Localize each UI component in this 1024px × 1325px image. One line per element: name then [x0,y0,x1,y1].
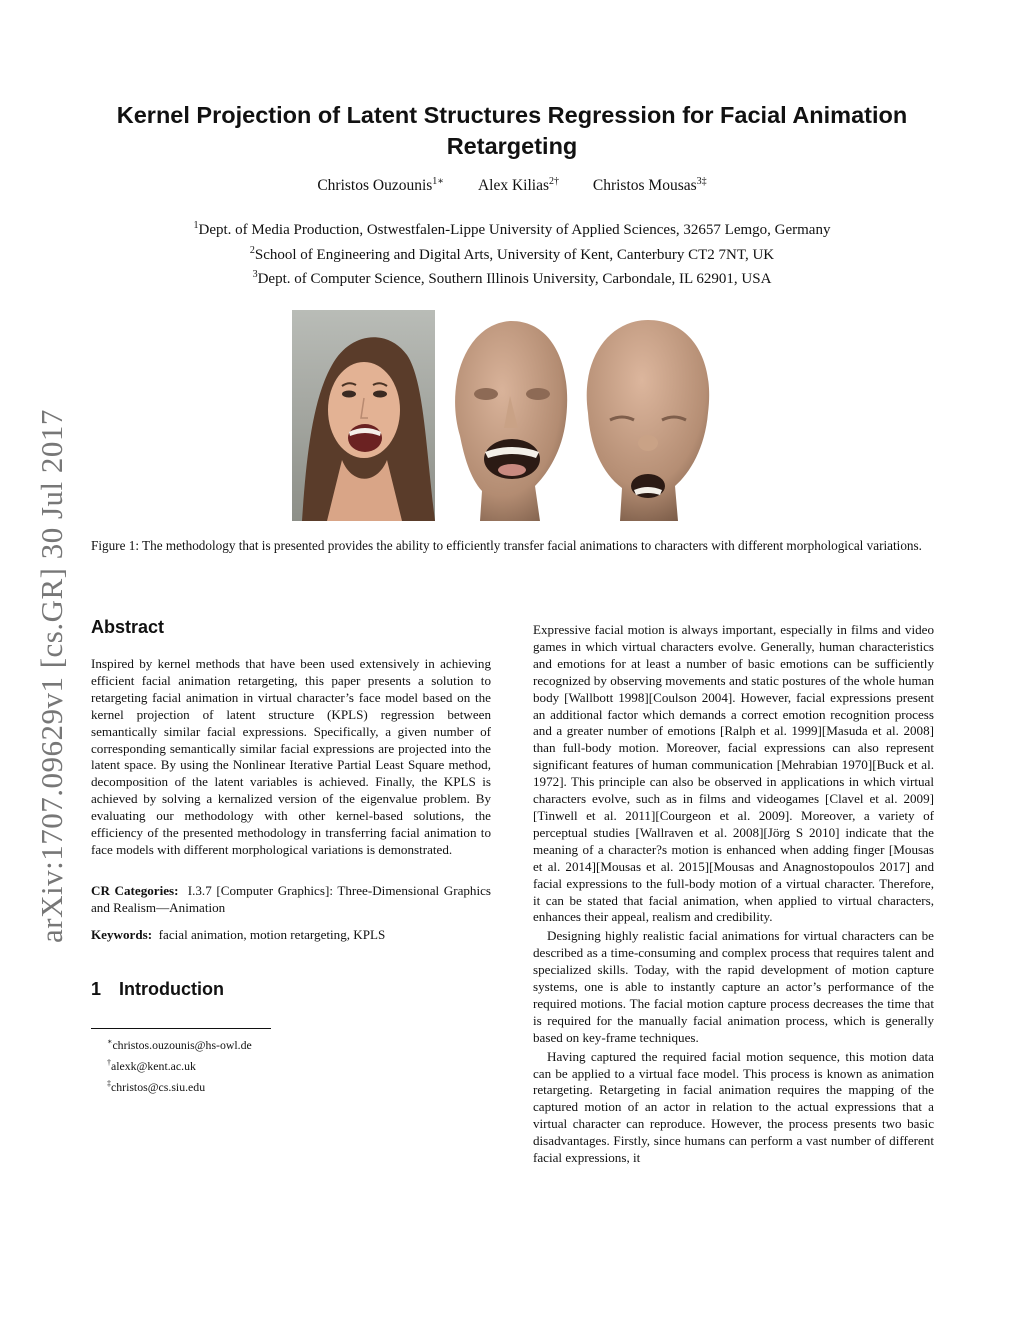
abstract-body [91,656,491,859]
arxiv-identifier: arXiv:1707.09629v1 [cs.GR] 30 Jul 2017 [34,409,69,943]
abstract-heading: Abstract [91,617,165,637]
abstract-text: Inspired by kernel methods that have been used extensively in achieving efficient facial animation retargeting, this paper presents a solution to retargeting facial animation in virtual character’s face model based on the kernel projection of latent structure (KPLS) regression between semantically similar facial expressions. Specifically, a given number of corresponding semantically similar facial expressions are projected into the latent space. By using the Nonlinear Iterative Partial Least Square method, decomposition of the latent variables is achieved. Finally, the KPLS is achieved by solving a kernalized version of the eigenvalue problem. By evaluating our methodology with other kernel-based solutions, the efficiency of the presented methodology in transferring facial animation to face models with different morphological variations is demonstrated. [91,656,491,857]
author-3: Christos Mousas$^{3\ddagger}$ [592,176,707,195]
cr-categories [91,883,491,917]
paper-title [60,100,964,162]
footnotes [107,1033,407,1096]
footnote-2: †alexk@kent.ac.uk [107,1057,196,1073]
intro-paragraph-1: Expressive facial motion is always important, especially in films and video games in which virtual characters evolve. Generally, human characteristics and emotions for at least a number of basic emotions can be sufficiently recognized by observing movements and static postures of the whole human body [Wallbott 1998][Coulson 2004]. However, facial expressions present an additional factor which demands a correct emotion recognition process and a greater number of emotions [Ralph et al. 1999][Masuda et al. 2008] than full-body motion. Moreover, facial expressions can also represent significant features of human communication [Mehrabian 1970][Buck et al. 1972]. This principle can also be observed in applications in which virtual characters evolve, such as in films and videogames [Clavel et al. 2009][Tinwell et al. 2011][Courgeon et al. 2009]. Moreover, a variety of perceptual studies [Wallraven et al. 2008][Jörg S 2010] indicate that the meaning of a character?s motion is enhanced when adding finger [Mousas et al. 2014][Mousas et al. 2015][Mousas and Anagnostopoulos 2017] and facial expressions to the full-body motion of a virtual character. Therefore, it can be stated that facial animation, when applied to virtual characters, enhances their appeal, realism and credibility. [533,622,934,925]
section-heading-introduction [91,979,224,1000]
head-model-1-illustration [440,316,575,521]
affiliation-3: $^3$Dept. of Computer Science, Southern Illinois University, Carbondale, IL 62901, USA [252,269,772,287]
intro-paragraph-3: Having captured the required facial motion sequence, this motion data can be applied to a virtual face model. This process is known as animation retargeting. Retargeting in facial animation requires the mapping of the captured motion of an actor in relation to the actual expressions that a virtual character can reproduce. However, the process presents two basic disadvantages. Firstly, since humans can perform a vast number of different facial expressions, it [533,1048,934,1166]
author-2: Alex Kilias$^{2\dagger}$ [477,176,559,195]
head-model-2-illustration [580,318,715,521]
footnote-3: ‡christos@cs.siu.edu [107,1078,206,1094]
figure-caption: Figure 1: The methodology that is presented provides the ability to efficiently transfer facial animations to characters with different morphological variations. [91,538,922,553]
keywords-label: Keywords: [91,927,153,942]
footnote-1: ∗christos.ouzounis@hs-owl.de [107,1037,252,1052]
footnote-rule [91,1028,271,1029]
introduction-body [533,622,934,1167]
section-title: Introduction [119,979,224,999]
cr-text: I.3.7 [Computer Graphics]: Three-Dimensional Graphics and Realism—Animation [91,883,492,915]
author-1: Christos Ouzounis$^{1∗}$ [317,176,445,195]
affiliation-2: $^2$School of Engineering and Digital Arts, University of Kent, Canterbury CT2 7NT, UK [249,244,775,263]
figure-head-model-1 [440,316,575,521]
figure-photo-actor [292,310,435,521]
affiliations [0,216,1024,290]
title-line-1: Kernel Projection of Latent Structures Regression for Facial Animation [116,102,908,128]
figure-head-model-2 [580,318,715,521]
keywords [91,927,491,944]
author-list [0,176,1024,195]
intro-paragraph-2: Designing highly realistic facial animations for virtual characters can be described as a time-consuming and complex process that requires talent and specialized skills. Today, with the rapid development of motion capture systems, one is able to instantly capture an actor’s performance of the required motions. The facial motion capture process decreases the time that is required for the manually facial animation process, which is generally based on key-frame techniques. [533,928,934,1045]
actor-photo-illustration [292,310,435,521]
affiliation-1: $^1$Dept. of Media Production, Ostwestfalen-Lippe University of Applied Sciences, 32657 Lemgo, Germany [193,220,831,238]
title-line-2: Retargeting [446,133,578,159]
cr-label: CR Categories: [91,883,179,898]
keywords-text: facial animation, motion retargeting, KPLS [158,927,386,942]
section-number: 1 [91,979,102,999]
